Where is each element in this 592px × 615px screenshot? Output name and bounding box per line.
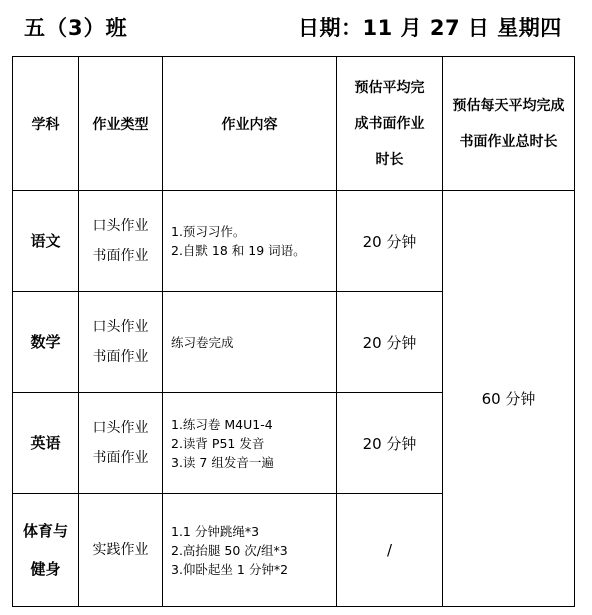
- subject-cell: 数学: [13, 292, 79, 393]
- time-cell: 20 分钟: [337, 393, 443, 494]
- type-cell: [79, 292, 163, 393]
- header-subject: 学科: [13, 57, 79, 191]
- content-line: 3.读 7 组发音一遍: [171, 454, 274, 470]
- content-line: 3.仰卧起坐 1 分钟*2: [171, 561, 289, 577]
- total-time-cell: 60 分钟: [443, 191, 575, 607]
- content-line: 1.1 分钟跳绳*3: [171, 523, 260, 539]
- content-line: 2.高抬腿 50 次/组*3: [171, 542, 288, 558]
- subject-cell: 英语: [13, 393, 79, 494]
- header-est-time-line: 成书面作业: [354, 115, 425, 132]
- time-cell: 20 分钟: [337, 292, 443, 393]
- class-name: 五（3）班: [24, 16, 128, 40]
- content-line: 2.自默 18 和 19 词语。: [171, 243, 306, 258]
- header-est-time-line: 时长: [375, 151, 404, 168]
- type-label: 书面作业: [92, 349, 149, 365]
- content-line: 1.预习习作。: [171, 224, 246, 239]
- content-line: 1.练习卷 M4U1-4: [171, 416, 273, 432]
- time-cell: 20 分钟: [337, 191, 443, 292]
- type-cell: [79, 191, 163, 292]
- header-total-time: [443, 57, 575, 191]
- subject-cell: [13, 494, 79, 607]
- content-cell: [163, 494, 337, 607]
- homework-table: [12, 56, 575, 607]
- header-est-time: [337, 57, 443, 191]
- header-row: [13, 57, 575, 191]
- content-cell: [163, 393, 337, 494]
- type-label: 书面作业: [92, 248, 149, 264]
- header-total-time-line: 书面作业总时长: [459, 133, 558, 150]
- subject-line: 体育与: [22, 522, 68, 540]
- table-row: [13, 191, 575, 292]
- header-total-time-line: 预估每天平均完成: [452, 97, 565, 114]
- date-label: 日期：11 月 27 日 星期四: [298, 16, 562, 40]
- time-cell: /: [337, 494, 443, 607]
- type-cell: [79, 393, 163, 494]
- content-line: 练习卷完成: [171, 334, 234, 350]
- subject-cell: 语文: [13, 191, 79, 292]
- content-line: 2.读背 P51 发音: [171, 435, 265, 451]
- content-cell: [163, 191, 337, 292]
- header-est-time-line: 预估平均完: [354, 79, 425, 96]
- type-label: 口头作业: [92, 420, 149, 436]
- subject-line: 健身: [30, 560, 61, 578]
- content-cell: [163, 292, 337, 393]
- header-type: 作业类型: [79, 57, 163, 191]
- header-content: 作业内容: [163, 57, 337, 191]
- type-cell: 实践作业: [79, 494, 163, 607]
- type-label: 口头作业: [92, 218, 149, 234]
- type-label: 口头作业: [92, 319, 149, 335]
- page-header: [0, 8, 592, 44]
- type-label: 书面作业: [92, 450, 149, 466]
